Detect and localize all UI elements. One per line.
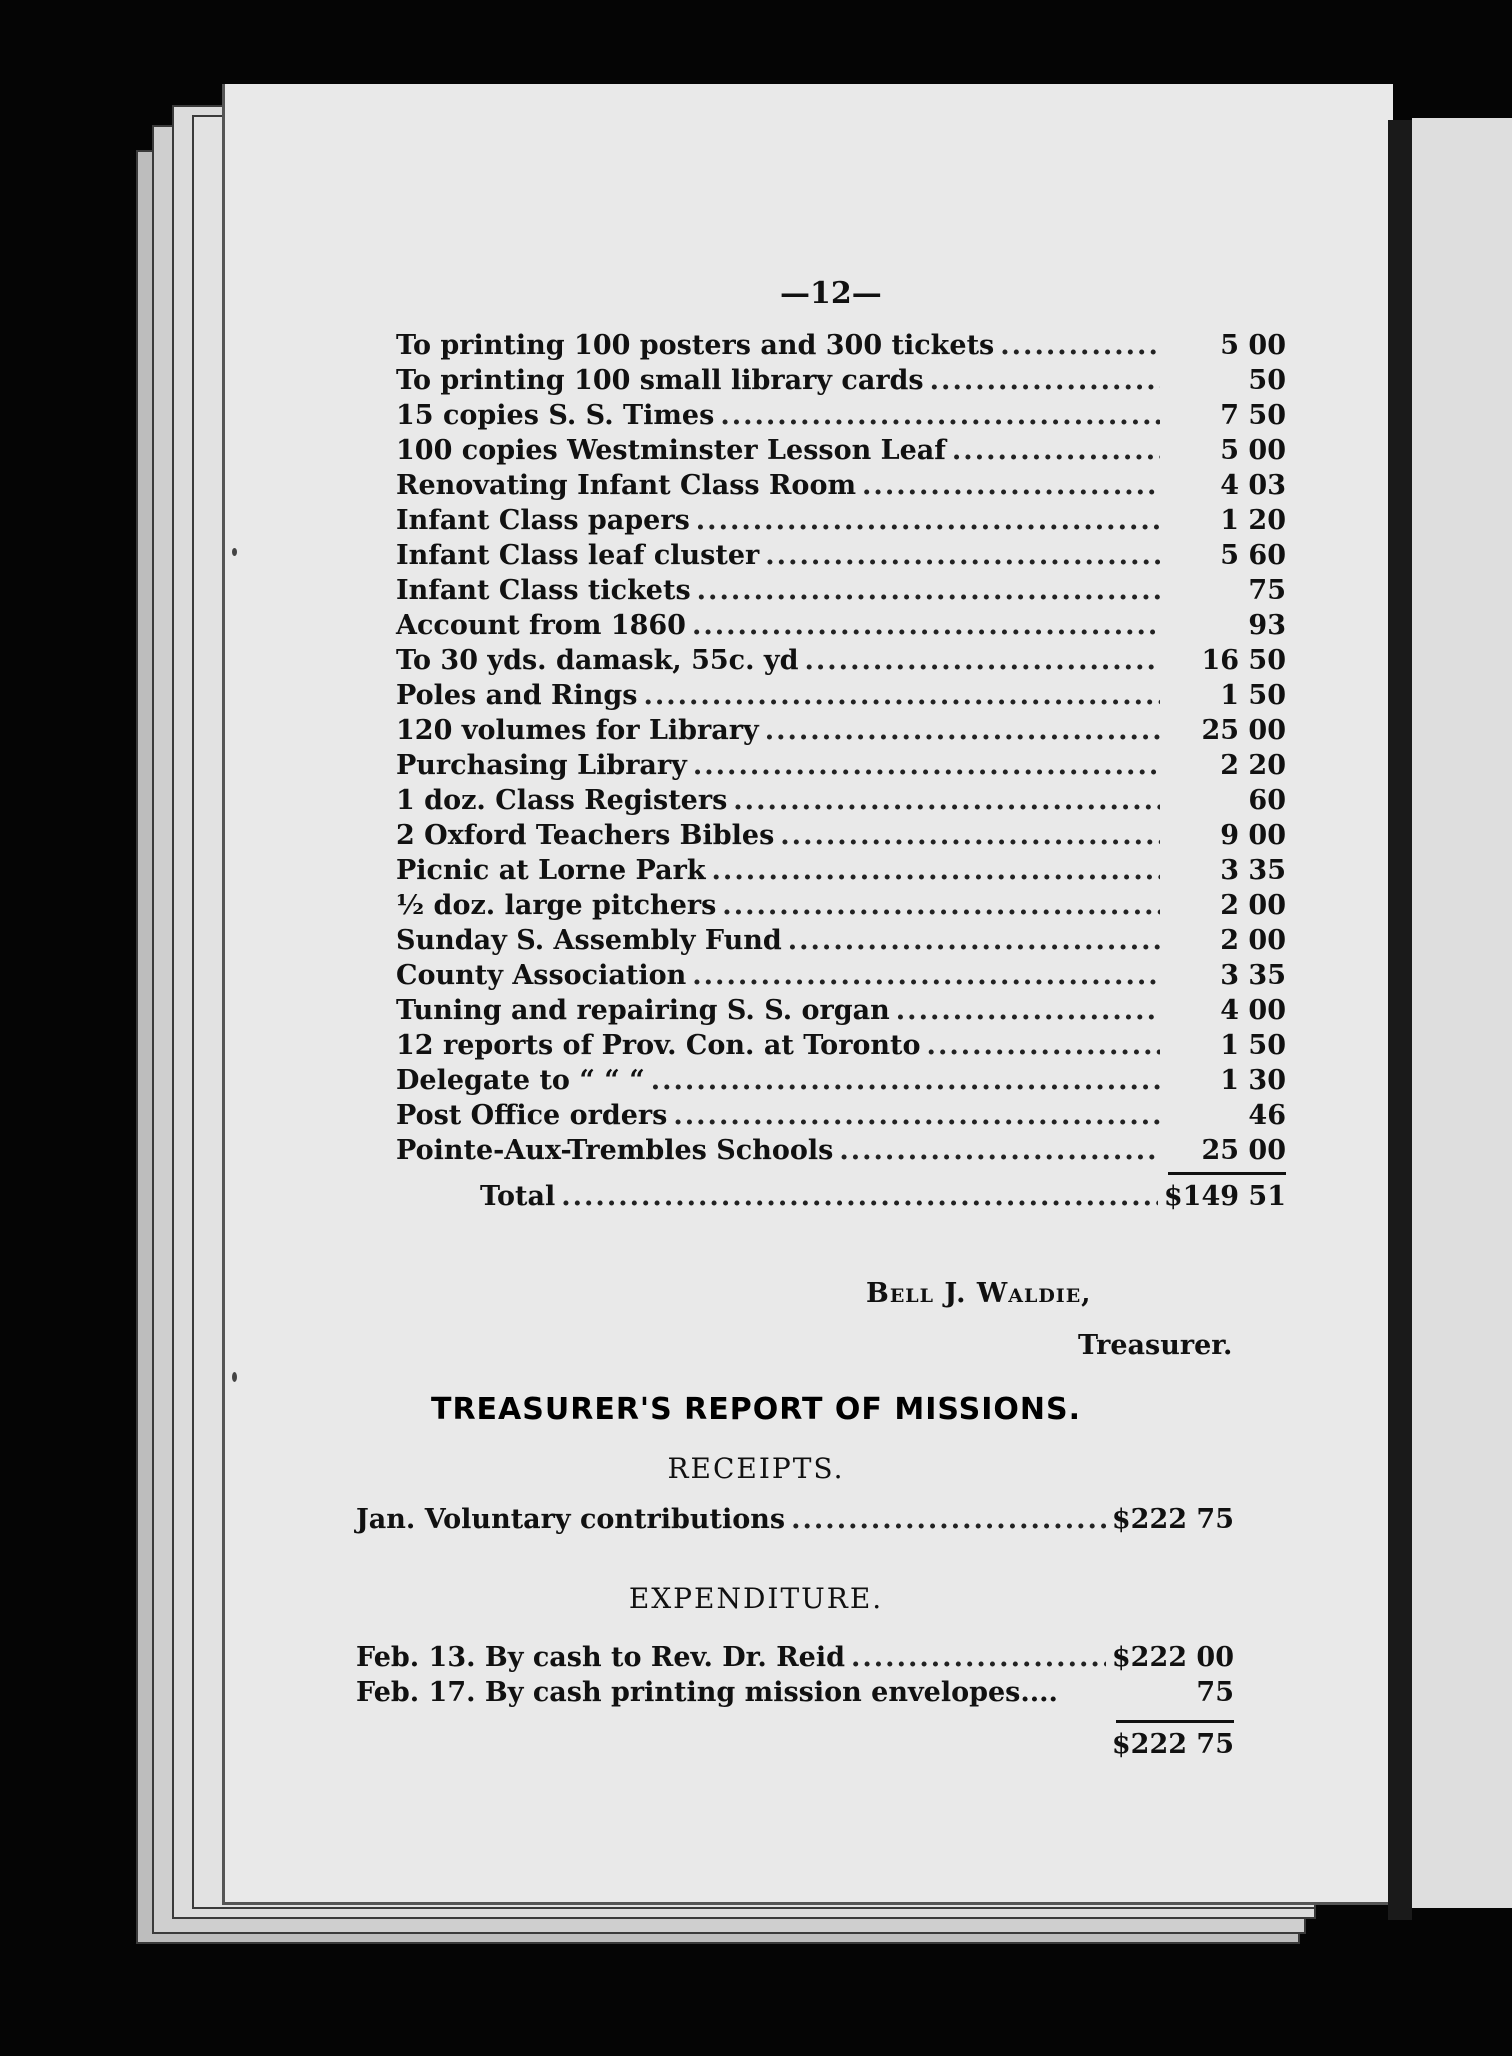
dot-leader <box>804 643 1160 678</box>
ledger-row-item: Poles and Rings <box>396 680 638 711</box>
ledger-row-item: 120 volumes for Library <box>396 715 759 746</box>
ledger-row <box>396 783 1286 818</box>
expenditure-rows <box>356 1640 1234 1710</box>
ledger-row <box>396 573 1286 608</box>
ledger-row-item: Account from 1860 <box>396 610 686 641</box>
treasurer-name-text: Bell J. Waldie, <box>866 1278 1092 1309</box>
ledger-row <box>396 1098 1286 1133</box>
missions-report-heading: TREASURER'S REPORT OF MISSIONS. <box>430 1392 1081 1427</box>
ledger-row-item: Infant Class papers <box>396 505 690 536</box>
dot-leader <box>952 433 1160 468</box>
ledger-row <box>396 1028 1286 1063</box>
ledger-row <box>396 538 1286 573</box>
receipt-row-amount: $222 75 <box>1111 1504 1234 1535</box>
ledger-row-amount: 1 50 <box>1220 680 1286 711</box>
ledger-row <box>396 713 1286 748</box>
ledger-row-item: To 30 yds. damask, 55c. yd <box>396 645 799 676</box>
ledger-row <box>396 958 1286 993</box>
dot-leader <box>927 1028 1160 1063</box>
expense-ledger <box>396 328 1286 1214</box>
ledger-row <box>396 993 1286 1028</box>
ledger-row-amount: 2 00 <box>1220 890 1286 921</box>
ledger-row <box>396 643 1286 678</box>
ledger-row-item: Delegate to “ “ “ <box>396 1065 645 1096</box>
ledger-row-amount: 5 00 <box>1220 435 1286 466</box>
ledger-row-item: Sunday S. Assembly Fund <box>396 925 782 956</box>
treasurer-title: Treasurer. <box>1078 1330 1233 1361</box>
ledger-row-item: 2 Oxford Teachers Bibles <box>396 820 775 851</box>
total-label: Total <box>480 1181 556 1212</box>
ledger-row-amount: 3 35 <box>1220 960 1286 991</box>
dot-leader <box>673 1098 1160 1133</box>
ink-speck <box>232 1372 237 1382</box>
dot-leader <box>712 853 1160 888</box>
dot-leader <box>720 398 1160 433</box>
receipts-heading: RECEIPTS. <box>667 1452 845 1485</box>
ledger-row <box>396 748 1286 783</box>
receipt-rows <box>356 1502 1234 1537</box>
ledger-row-item: County Association <box>396 960 687 991</box>
ledger-row-amount: 2 00 <box>1220 925 1286 956</box>
ledger-row-item: Renovating Infant Class Room <box>396 470 857 501</box>
ledger-row-amount: 7 50 <box>1220 400 1286 431</box>
ledger-row <box>396 608 1286 643</box>
ledger-row-item: Pointe-Aux-Trembles Schools <box>396 1135 834 1166</box>
treasurer-name <box>866 1278 1092 1309</box>
total-amount: $149 51 <box>1163 1181 1286 1212</box>
dot-leader <box>788 923 1160 958</box>
ledger-row <box>396 1063 1286 1098</box>
dot-leader <box>733 783 1160 818</box>
ledger-row-item: To printing 100 small library cards <box>396 365 924 396</box>
ledger-row-amount: 1 20 <box>1220 505 1286 536</box>
expenditure-list <box>356 1640 1234 1762</box>
total-row <box>396 1179 1286 1214</box>
dot-leader <box>765 538 1160 573</box>
dot-leader <box>851 1640 1106 1675</box>
ledger-row-item: 15 copies S. S. Times <box>396 400 715 431</box>
ledger-row-amount: 46 <box>1248 1100 1286 1131</box>
ledger-row <box>396 363 1286 398</box>
ledger-row-amount: 93 <box>1248 610 1286 641</box>
dot-leader <box>930 363 1160 398</box>
ledger-row-amount: 3 35 <box>1220 855 1286 886</box>
dot-leader <box>862 468 1160 503</box>
dot-leader <box>651 1063 1160 1098</box>
ledger-row-item: Purchasing Library <box>396 750 687 781</box>
ledger-row <box>396 818 1286 853</box>
dot-leader <box>780 818 1160 853</box>
dot-leader <box>696 503 1160 538</box>
receipts-list <box>356 1502 1234 1537</box>
ledger-row-amount: 5 60 <box>1220 540 1286 571</box>
ledger-row-item: Post Office orders <box>396 1100 668 1131</box>
ledger-row <box>396 888 1286 923</box>
ledger-row-amount: 1 30 <box>1220 1065 1286 1096</box>
page-number: —12— <box>780 276 882 311</box>
ledger-row-amount: 2 20 <box>1220 750 1286 781</box>
ledger-row-amount: 25 00 <box>1201 1135 1286 1166</box>
dot-leader <box>1000 328 1160 363</box>
expenditure-total-row <box>356 1727 1234 1762</box>
facing-page <box>1412 118 1512 1908</box>
expenditure-row-item: Feb. 17. By cash printing mission envelopes.... <box>356 1677 1058 1708</box>
ledger-row-amount: 1 50 <box>1220 1030 1286 1061</box>
receipt-row <box>356 1502 1234 1537</box>
ledger-row-amount: 9 00 <box>1220 820 1286 851</box>
ledger-row <box>396 328 1286 363</box>
expenditure-row <box>356 1675 1234 1710</box>
ledger-row-amount: 4 00 <box>1220 995 1286 1026</box>
expenditure-row-amount: $222 00 <box>1111 1642 1234 1673</box>
expenditure-total-rule <box>1116 1720 1234 1723</box>
ledger-row <box>396 1133 1286 1168</box>
total-rule <box>1168 1172 1286 1175</box>
ledger-row <box>396 923 1286 958</box>
ledger-row-amount: 5 00 <box>1220 330 1286 361</box>
dot-leader <box>692 608 1160 643</box>
expenditure-row-item: Feb. 13. By cash to Rev. Dr. Reid <box>356 1642 845 1673</box>
ink-speck <box>232 548 237 556</box>
expenditure-row-amount: 75 <box>1196 1677 1234 1708</box>
dot-leader <box>791 1502 1106 1537</box>
dot-leader <box>643 678 1160 713</box>
dot-leader <box>722 888 1160 923</box>
book-gutter <box>1388 120 1412 1920</box>
ledger-row-item: Tuning and repairing S. S. organ <box>396 995 890 1026</box>
ledger-row <box>396 433 1286 468</box>
ledger-row <box>396 678 1286 713</box>
ledger-row-amount: 25 00 <box>1201 715 1286 746</box>
receipt-row-item: Jan. Voluntary contributions <box>356 1504 786 1535</box>
ledger-row-amount: 16 50 <box>1201 645 1286 676</box>
ledger-row-item: 12 reports of Prov. Con. at Toronto <box>396 1030 921 1061</box>
ledger-row-item: To printing 100 posters and 300 tickets <box>396 330 995 361</box>
dot-leader <box>697 573 1160 608</box>
expenditure-row <box>356 1640 1234 1675</box>
ledger-row-item: Infant Class leaf cluster <box>396 540 760 571</box>
ledger-row-item: ½ doz. large pitchers <box>396 890 717 921</box>
dot-leader <box>765 713 1160 748</box>
ledger-row <box>396 398 1286 433</box>
ledger-row-amount: 75 <box>1248 575 1286 606</box>
ledger-row-item: Infant Class tickets <box>396 575 691 606</box>
dot-leader <box>839 1133 1160 1168</box>
ledger-row-amount: 60 <box>1248 785 1286 816</box>
ledger-row <box>396 503 1286 538</box>
ledger-row <box>396 468 1286 503</box>
dot-leader <box>693 748 1160 783</box>
ledger-row-item: 1 doz. Class Registers <box>396 785 728 816</box>
ledger-row <box>396 853 1286 888</box>
dot-leader <box>896 993 1160 1028</box>
dot-leader <box>692 958 1160 993</box>
expenditure-total-amount: $222 75 <box>1111 1729 1234 1760</box>
ledger-row-amount: 4 03 <box>1220 470 1286 501</box>
dot-leader <box>561 1179 1158 1214</box>
ledger-row-item: 100 copies Westminster Lesson Leaf <box>396 435 946 466</box>
ledger-rows <box>396 328 1286 1168</box>
ledger-row-item: Picnic at Lorne Park <box>396 855 706 886</box>
expenditure-heading: EXPENDITURE. <box>628 1582 884 1615</box>
ledger-row-amount: 50 <box>1248 365 1286 396</box>
